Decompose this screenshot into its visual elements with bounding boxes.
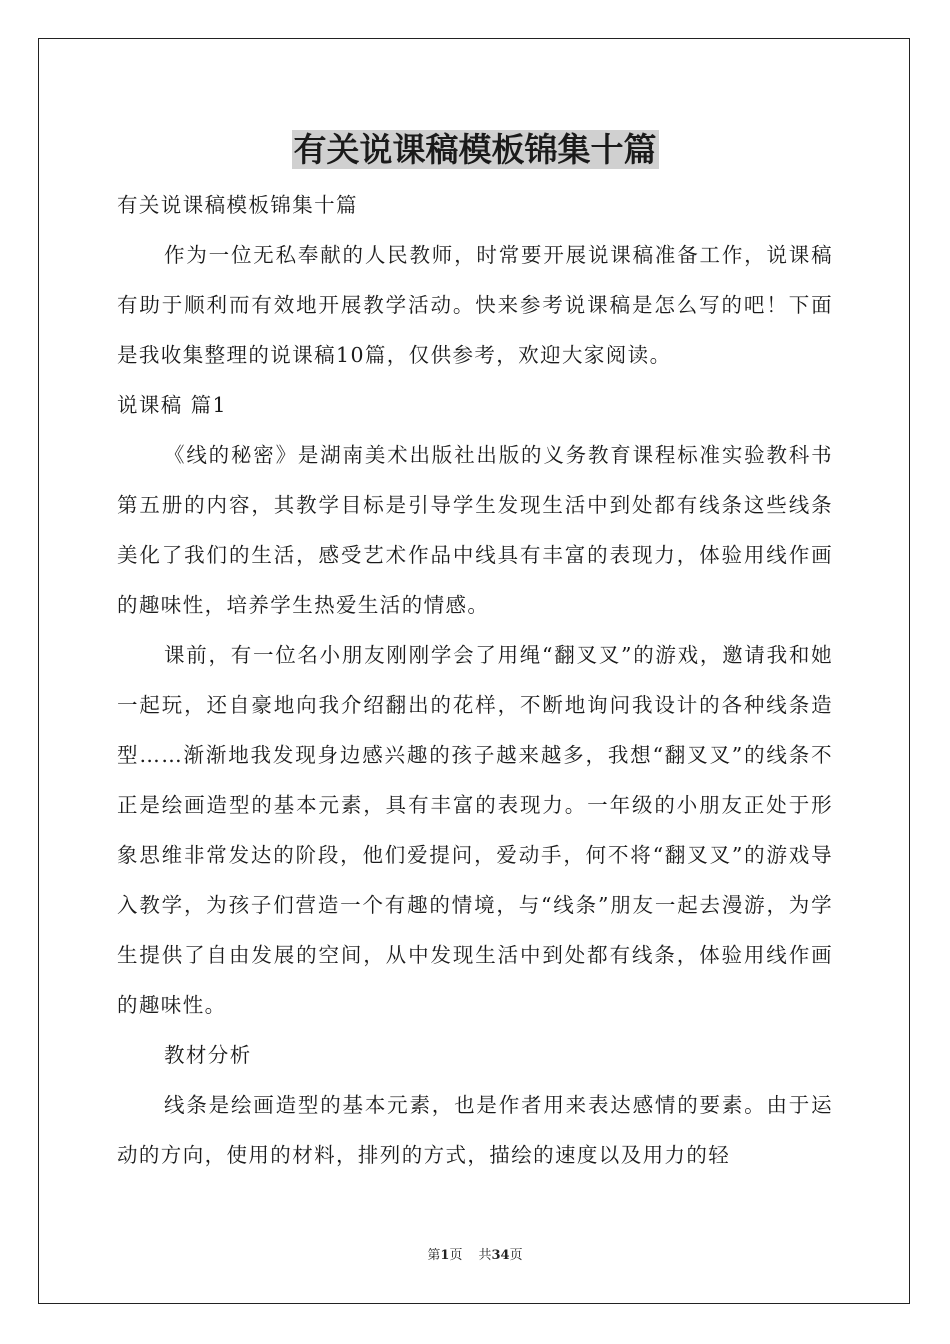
total-suffix: 页 (509, 1248, 523, 1263)
page-prefix: 第 (427, 1248, 441, 1263)
document-title-text: 有关说课稿模板锦集十篇 (293, 130, 657, 169)
body-paragraph: 《线的秘密》是湖南美术出版社出版的义务教育课程标准实验教科书第五册的内容，其教学目标是引导学生发现生活中到处都有线条这些线条美化了我们的生活，感受艺术作品中线具有丰富的表现力，体验用线作画的趣味性，培养学生热爱生活的情感。 (117, 443, 833, 617)
page-footer (0, 1244, 950, 1263)
body-paragraph: 课前，有一位名小朋友刚刚学会了用绳“翻叉叉”的游戏，邀请我和她一起玩，还自豪地向我介绍翻出的花样，不断地询问我设计的各种线条造型……渐渐地我发现身边感兴趣的孩子越来越多，我想“翻叉叉”的线条不正是绘画造型的基本元素，具有丰富的表现力。一年级的小朋友正处于形象思维非常发达的阶段，他们爱提问，爱动手，何不将“翻叉叉”的游戏导入教学，为孩子们营造一个有趣的情境，与“线条”朋友一起去漫游，为学生提供了自由发展的空间，从中发现生活中到处都有线条，体验用线作画的趣味性。 (117, 643, 833, 1017)
subtitle-paragraph: 有关说课稿模板锦集十篇 (117, 193, 358, 217)
total-prefix: 共 (478, 1248, 492, 1263)
document-body (117, 180, 833, 1180)
body-paragraph: 线条是绘画造型的基本元素，也是作者用来表达感情的要素。由于运动的方向，使用的材料，排列的方式，描绘的速度以及用力的轻 (117, 1093, 833, 1167)
document-title (0, 128, 950, 172)
intro-paragraph: 作为一位无私奉献的人民教师，时常要开展说课稿准备工作，说课稿有助于顺利而有效地开展教学活动。快来参考说课稿是怎么写的吧！下面是我收集整理的说课稿10篇，仅供参考，欢迎大家阅读。 (117, 243, 833, 367)
total-pages: 34 (491, 1248, 510, 1263)
section-heading: 说课稿 篇1 (117, 393, 227, 417)
page-number: 1 (440, 1248, 450, 1263)
page-suffix: 页 (449, 1248, 463, 1263)
subsection-heading: 教材分析 (164, 1043, 252, 1067)
